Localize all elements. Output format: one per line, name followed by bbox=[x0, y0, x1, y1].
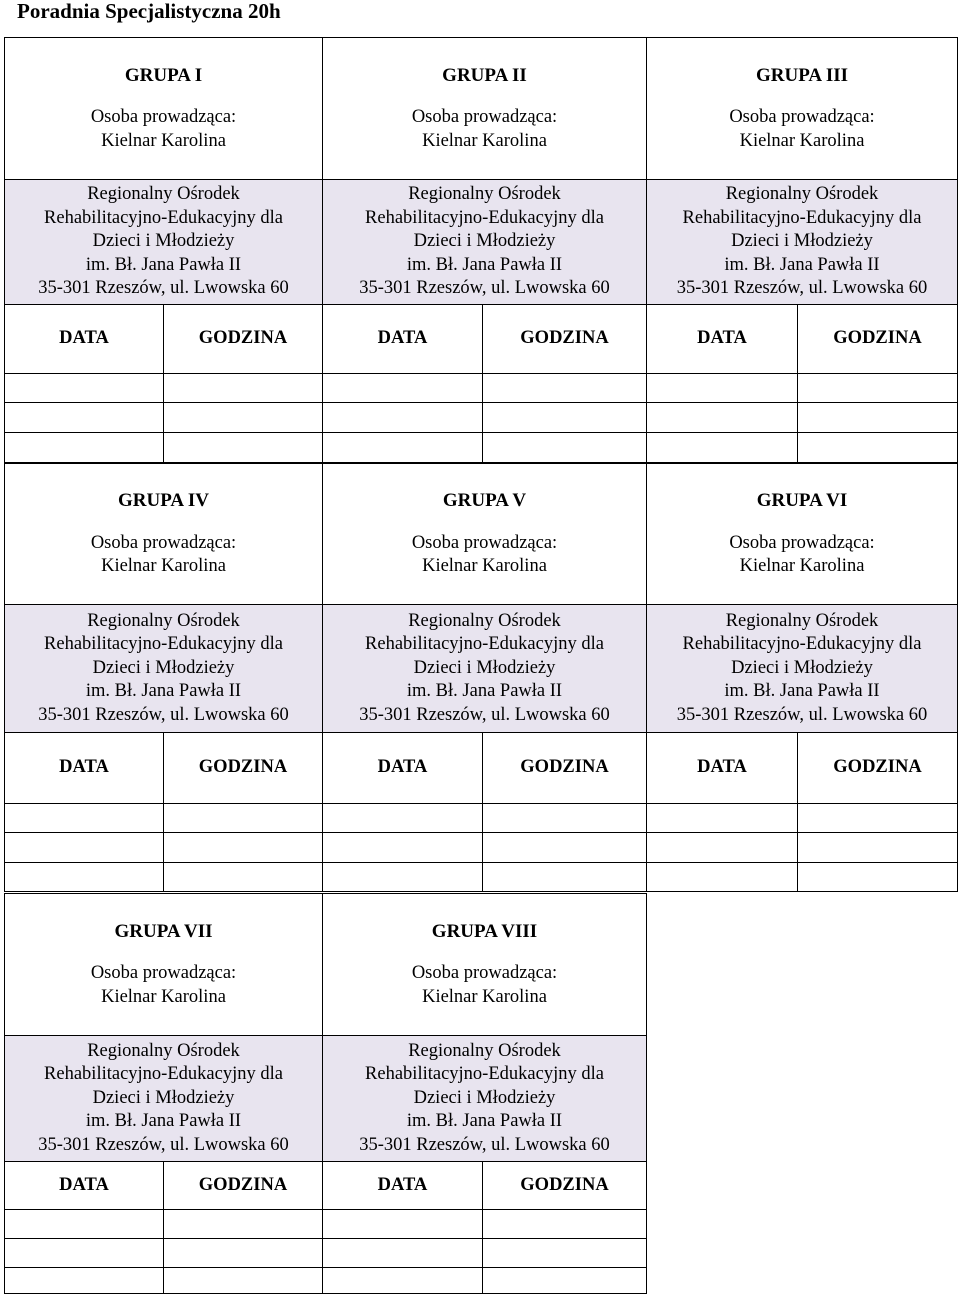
hour-input-cell[interactable] bbox=[483, 1268, 647, 1294]
date-input-cell[interactable] bbox=[5, 804, 164, 833]
address-line: Rehabilitacyjno-Edukacyjny dla bbox=[682, 207, 922, 228]
column-header-hour: GODZINA bbox=[798, 305, 958, 374]
address-line: 35-301 Rzeszów, ul. Lwowska 60 bbox=[359, 704, 610, 725]
hour-input-cell[interactable] bbox=[164, 1268, 323, 1294]
date-input-cell[interactable] bbox=[5, 1239, 164, 1268]
leader-label: Osoba prowadząca: bbox=[411, 532, 558, 553]
address-line: 35-301 Rzeszów, ul. Lwowska 60 bbox=[676, 704, 928, 725]
hour-input-cell[interactable] bbox=[483, 863, 647, 892]
date-input-cell[interactable] bbox=[5, 374, 164, 403]
date-input-cell[interactable] bbox=[5, 1268, 164, 1294]
hour-input-cell[interactable] bbox=[798, 374, 958, 403]
address-line: Dzieci i Młodzieży bbox=[731, 231, 873, 252]
document-title: Poradnia Specjalistyczna 20h bbox=[17, 0, 281, 23]
column-header-date: DATA bbox=[323, 733, 483, 804]
address-cell bbox=[323, 605, 647, 733]
leader-label: Osoba prowadząca: bbox=[729, 532, 875, 553]
leader-name: Kielnar Karolina bbox=[101, 986, 226, 1007]
group-header bbox=[323, 38, 647, 180]
hour-input-cell[interactable] bbox=[164, 374, 323, 403]
group-name: GRUPA I bbox=[124, 64, 203, 86]
leader-name: Kielnar Karolina bbox=[739, 556, 865, 577]
group-header bbox=[647, 464, 958, 605]
date-input-cell[interactable] bbox=[5, 1210, 164, 1239]
group-name: GRUPA III bbox=[755, 64, 849, 86]
column-header-date: DATA bbox=[647, 305, 798, 374]
leader-label: Osoba prowadząca: bbox=[90, 107, 237, 128]
date-input-cell[interactable] bbox=[5, 433, 164, 463]
hour-input-cell[interactable] bbox=[483, 833, 647, 863]
leader-label: Osoba prowadząca: bbox=[90, 532, 237, 553]
column-header-hour: GODZINA bbox=[483, 1162, 647, 1210]
group-header bbox=[323, 894, 647, 1036]
leader-label: Osoba prowadząca: bbox=[411, 107, 558, 128]
address-line: Rehabilitacyjno-Edukacyjny dla bbox=[682, 634, 922, 655]
leader-name: Kielnar Karolina bbox=[422, 556, 547, 577]
address-line: Dzieci i Młodzieży bbox=[413, 1087, 556, 1108]
address-line: Regionalny Ośrodek bbox=[87, 184, 240, 205]
address-line: Dzieci i Młodzieży bbox=[92, 657, 235, 678]
date-input-cell[interactable] bbox=[323, 374, 483, 403]
address-line: im. Bł. Jana Pawła II bbox=[406, 1111, 563, 1132]
group-header bbox=[323, 464, 647, 605]
column-header-date: DATA bbox=[5, 733, 164, 804]
address-line: Regionalny Ośrodek bbox=[408, 184, 561, 205]
hour-input-cell[interactable] bbox=[798, 403, 958, 433]
column-header-hour: GODZINA bbox=[164, 1162, 323, 1210]
date-input-cell[interactable] bbox=[647, 374, 798, 403]
address-line: Regionalny Ośrodek bbox=[408, 1040, 561, 1061]
group-name: GRUPA VI bbox=[756, 490, 848, 512]
hour-input-cell[interactable] bbox=[483, 1210, 647, 1239]
group-header bbox=[5, 894, 323, 1036]
column-header-hour: GODZINA bbox=[164, 305, 323, 374]
hour-input-cell[interactable] bbox=[483, 403, 647, 433]
address-line: Dzieci i Młodzieży bbox=[731, 657, 873, 678]
group-header bbox=[647, 38, 958, 180]
hour-input-cell[interactable] bbox=[164, 833, 323, 863]
hour-input-cell[interactable] bbox=[164, 433, 323, 463]
hour-input-cell[interactable] bbox=[164, 1239, 323, 1268]
address-line: Regionalny Ośrodek bbox=[87, 610, 240, 631]
groups-block-2 bbox=[4, 463, 958, 892]
date-input-cell[interactable] bbox=[5, 833, 164, 863]
column-header-date: DATA bbox=[647, 733, 798, 804]
address-line: 35-301 Rzeszów, ul. Lwowska 60 bbox=[38, 704, 289, 725]
address-line: Regionalny Ośrodek bbox=[725, 184, 879, 205]
address-line: Rehabilitacyjno-Edukacyjny dla bbox=[44, 634, 283, 655]
leader-label: Osoba prowadząca: bbox=[90, 963, 237, 984]
address-line: im. Bł. Jana Pawła II bbox=[85, 681, 242, 702]
address-line: 35-301 Rzeszów, ul. Lwowska 60 bbox=[676, 278, 928, 299]
address-line: Rehabilitacyjno-Edukacyjny dla bbox=[44, 1064, 283, 1085]
group-name: GRUPA V bbox=[442, 490, 527, 512]
hour-input-cell[interactable] bbox=[798, 804, 958, 833]
leader-name: Kielnar Karolina bbox=[422, 130, 547, 151]
address-line: Rehabilitacyjno-Edukacyjny dla bbox=[365, 634, 604, 655]
address-line: Dzieci i Młodzieży bbox=[413, 231, 556, 252]
hour-input-cell[interactable] bbox=[483, 374, 647, 403]
groups-block-1 bbox=[4, 37, 958, 463]
address-line: im. Bł. Jana Pawła II bbox=[406, 254, 563, 275]
hour-input-cell[interactable] bbox=[483, 433, 647, 463]
address-line: Rehabilitacyjno-Edukacyjny dla bbox=[365, 1064, 604, 1085]
date-input-cell[interactable] bbox=[647, 804, 798, 833]
address-line: 35-301 Rzeszów, ul. Lwowska 60 bbox=[38, 278, 289, 299]
date-input-cell[interactable] bbox=[323, 833, 483, 863]
group-name: GRUPA II bbox=[442, 64, 527, 86]
address-line: im. Bł. Jana Pawła II bbox=[85, 254, 242, 275]
address-cell bbox=[647, 180, 958, 305]
address-line: Dzieci i Młodzieży bbox=[92, 231, 235, 252]
column-header-date: DATA bbox=[323, 1162, 483, 1210]
address-cell bbox=[647, 605, 958, 733]
address-line: im. Bł. Jana Pawła II bbox=[724, 681, 880, 702]
address-line: 35-301 Rzeszów, ul. Lwowska 60 bbox=[359, 1134, 610, 1155]
hour-input-cell[interactable] bbox=[164, 1210, 323, 1239]
address-line: Regionalny Ośrodek bbox=[408, 610, 561, 631]
column-header-hour: GODZINA bbox=[483, 733, 647, 804]
date-input-cell[interactable] bbox=[647, 433, 798, 463]
column-header-date: DATA bbox=[5, 1162, 164, 1210]
date-input-cell[interactable] bbox=[647, 403, 798, 433]
column-header-hour: GODZINA bbox=[164, 733, 323, 804]
group-name: GRUPA VII bbox=[114, 920, 213, 942]
hour-input-cell[interactable] bbox=[164, 804, 323, 833]
leader-label: Osoba prowadząca: bbox=[729, 107, 875, 128]
column-header-date: DATA bbox=[5, 305, 164, 374]
address-line: Rehabilitacyjno-Edukacyjny dla bbox=[365, 207, 604, 228]
address-cell bbox=[5, 180, 323, 305]
address-cell bbox=[5, 1036, 323, 1162]
hour-input-cell[interactable] bbox=[164, 863, 323, 892]
column-header-hour: GODZINA bbox=[798, 733, 958, 804]
address-cell bbox=[323, 1036, 647, 1162]
date-input-cell[interactable] bbox=[323, 804, 483, 833]
group-header bbox=[5, 38, 323, 180]
address-line: Dzieci i Młodzieży bbox=[413, 657, 556, 678]
group-name: GRUPA VIII bbox=[431, 920, 538, 942]
column-header-date: DATA bbox=[323, 305, 483, 374]
hour-input-cell[interactable] bbox=[483, 804, 647, 833]
address-line: im. Bł. Jana Pawła II bbox=[724, 254, 880, 275]
date-input-cell[interactable] bbox=[647, 863, 798, 892]
date-input-cell[interactable] bbox=[323, 1239, 483, 1268]
hour-input-cell[interactable] bbox=[798, 833, 958, 863]
leader-name: Kielnar Karolina bbox=[739, 130, 865, 151]
date-input-cell[interactable] bbox=[323, 1268, 483, 1294]
address-line: Regionalny Ośrodek bbox=[725, 610, 879, 631]
group-name: GRUPA IV bbox=[118, 490, 209, 512]
hour-input-cell[interactable] bbox=[798, 863, 958, 892]
hour-input-cell[interactable] bbox=[483, 1239, 647, 1268]
leader-name: Kielnar Karolina bbox=[422, 986, 547, 1007]
date-input-cell[interactable] bbox=[5, 863, 164, 892]
address-line: im. Bł. Jana Pawła II bbox=[85, 1111, 242, 1132]
hour-input-cell[interactable] bbox=[798, 433, 958, 463]
leader-name: Kielnar Karolina bbox=[101, 130, 226, 151]
address-line: Rehabilitacyjno-Edukacyjny dla bbox=[44, 207, 283, 228]
address-line: im. Bł. Jana Pawła II bbox=[406, 681, 563, 702]
group-header bbox=[5, 464, 323, 605]
date-input-cell[interactable] bbox=[323, 1210, 483, 1239]
column-header-hour: GODZINA bbox=[483, 305, 647, 374]
date-input-cell[interactable] bbox=[323, 433, 483, 463]
date-input-cell[interactable] bbox=[647, 833, 798, 863]
address-line: Dzieci i Młodzieży bbox=[92, 1087, 235, 1108]
leader-name: Kielnar Karolina bbox=[101, 556, 226, 577]
date-input-cell[interactable] bbox=[323, 863, 483, 892]
leader-label: Osoba prowadząca: bbox=[411, 963, 558, 984]
address-cell bbox=[5, 605, 323, 733]
address-line: Regionalny Ośrodek bbox=[87, 1040, 240, 1061]
hour-input-cell[interactable] bbox=[164, 403, 323, 433]
address-cell bbox=[323, 180, 647, 305]
address-line: 35-301 Rzeszów, ul. Lwowska 60 bbox=[359, 278, 610, 299]
date-input-cell[interactable] bbox=[323, 403, 483, 433]
address-line: 35-301 Rzeszów, ul. Lwowska 60 bbox=[38, 1134, 289, 1155]
date-input-cell[interactable] bbox=[5, 403, 164, 433]
groups-block-3 bbox=[4, 893, 647, 1294]
